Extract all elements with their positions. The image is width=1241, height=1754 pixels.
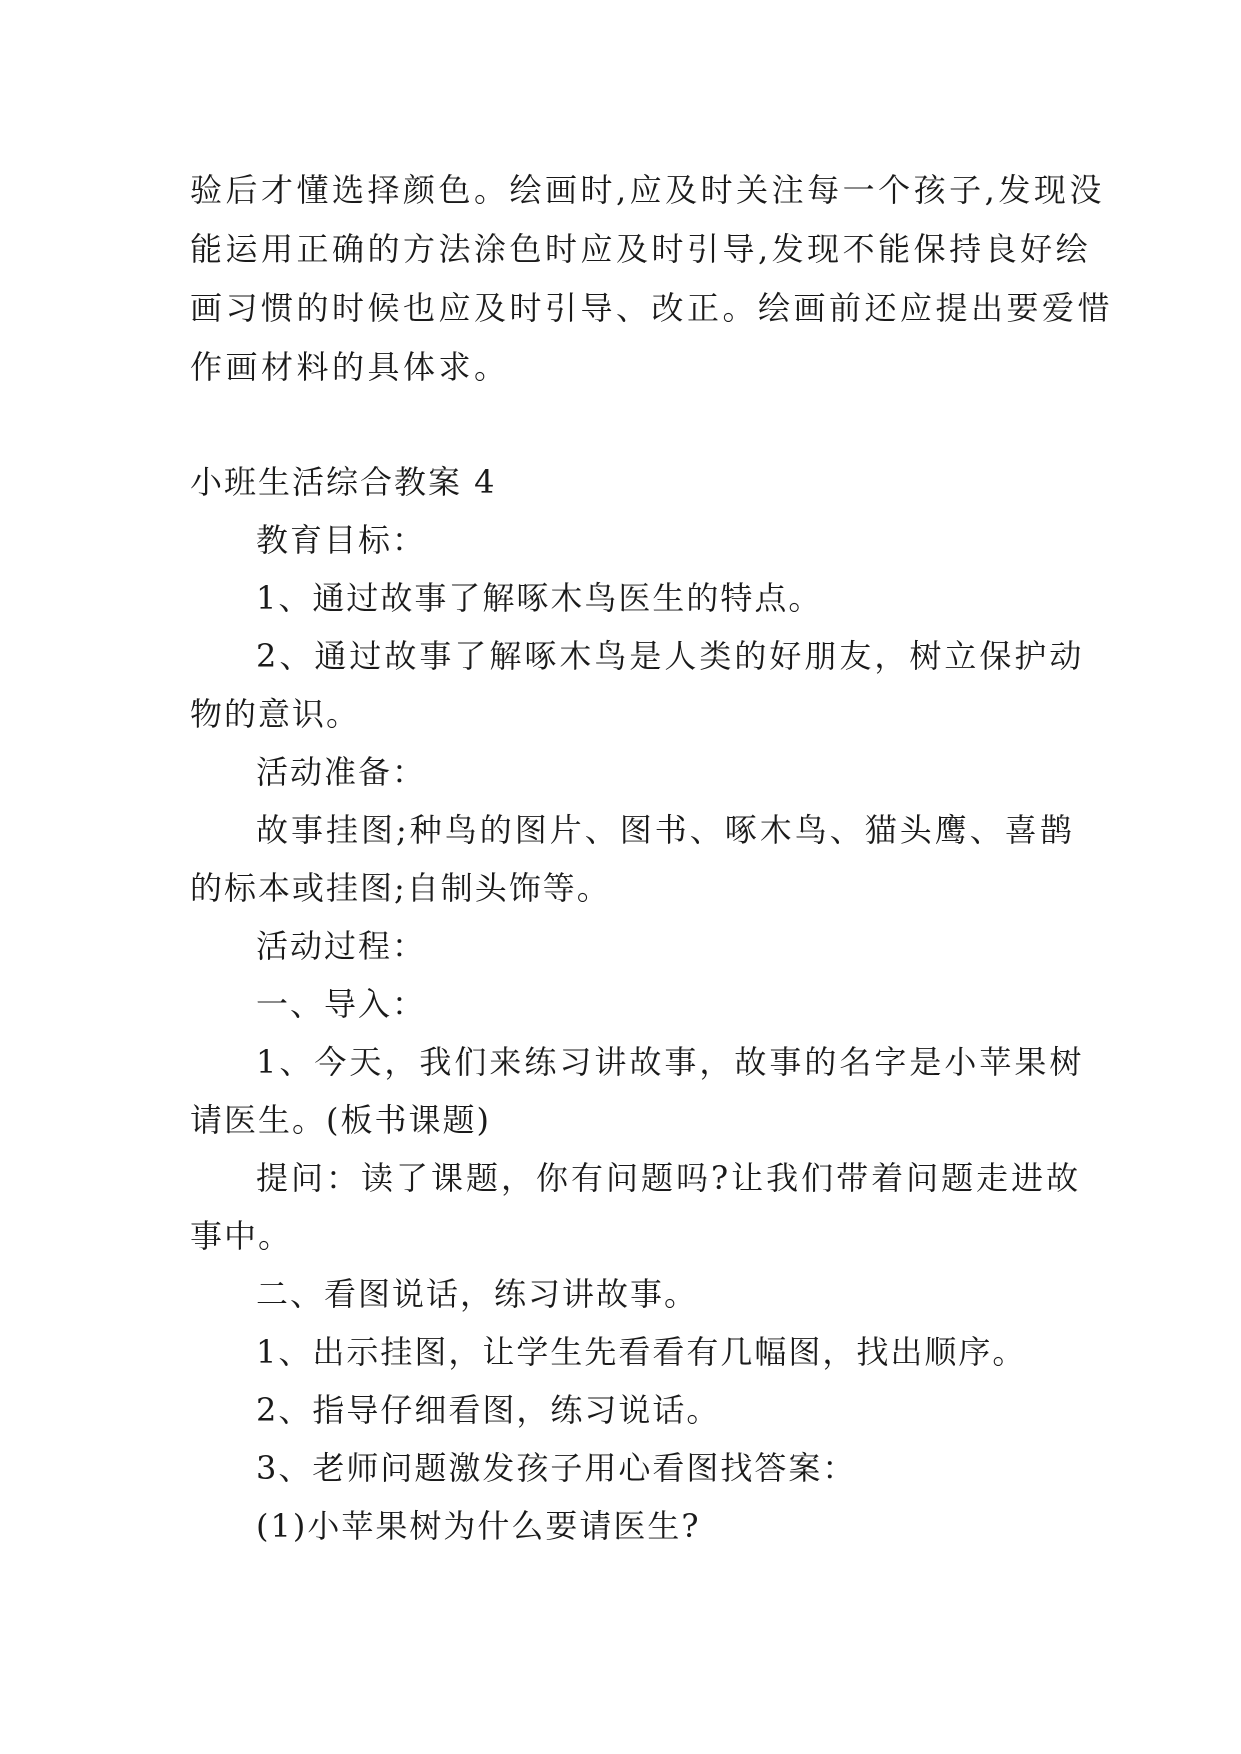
list-item: 2、通过故事了解啄木鸟是人类的好朋友，树立保护动 bbox=[256, 637, 1085, 675]
paragraph-line: 提问：读了课题，你有问题吗?让我们带着问题走进故 bbox=[256, 1159, 1082, 1197]
paragraph-line: 的标本或挂图;自制头饰等。 bbox=[190, 869, 611, 907]
paragraph-line: 作画材料的具体求。 bbox=[190, 348, 510, 386]
list-item: 3、老师问题激发孩子用心看图找答案： bbox=[256, 1449, 857, 1487]
paragraph-line: 画习惯的时候也应及时引导、改正。绘画前还应提出要爱惜 bbox=[190, 289, 1114, 327]
list-item: 2、指导仔细看图，练习说话。 bbox=[256, 1391, 721, 1429]
step-heading: 一、导入： bbox=[256, 985, 427, 1023]
list-item: (1)小苹果树为什么要请医生? bbox=[256, 1507, 701, 1545]
step-heading: 二、看图说话，练习讲故事。 bbox=[256, 1275, 699, 1313]
subheading-activity-process: 活动过程： bbox=[256, 927, 427, 965]
paragraph-line: 故事挂图;种鸟的图片、图书、啄木鸟、猫头鹰、喜鹊 bbox=[256, 811, 1075, 849]
list-item: 1、出示挂图，让学生先看看有几幅图，找出顺序。 bbox=[256, 1333, 1027, 1371]
list-item: 1、通过故事了解啄木鸟医生的特点。 bbox=[256, 579, 823, 617]
paragraph-line: 事中。 bbox=[190, 1217, 293, 1255]
paragraph-line: 能运用正确的方法涂色时应及时引导,发现不能保持良好绘 bbox=[190, 230, 1092, 268]
list-item: 1、今天，我们来练习讲故事，故事的名字是小苹果树 bbox=[256, 1043, 1085, 1081]
list-item-continuation: 物的意识。 bbox=[190, 695, 361, 733]
subheading-activity-preparation: 活动准备： bbox=[256, 753, 427, 791]
list-item-continuation: 请医生。(板书课题) bbox=[190, 1101, 491, 1139]
subheading-education-goals: 教育目标： bbox=[256, 521, 427, 559]
paragraph-line: 验后才懂选择颜色。绘画时,应及时关注每一个孩子,发现没 bbox=[190, 171, 1105, 209]
section-heading: 小班生活综合教案 4 bbox=[190, 463, 497, 501]
